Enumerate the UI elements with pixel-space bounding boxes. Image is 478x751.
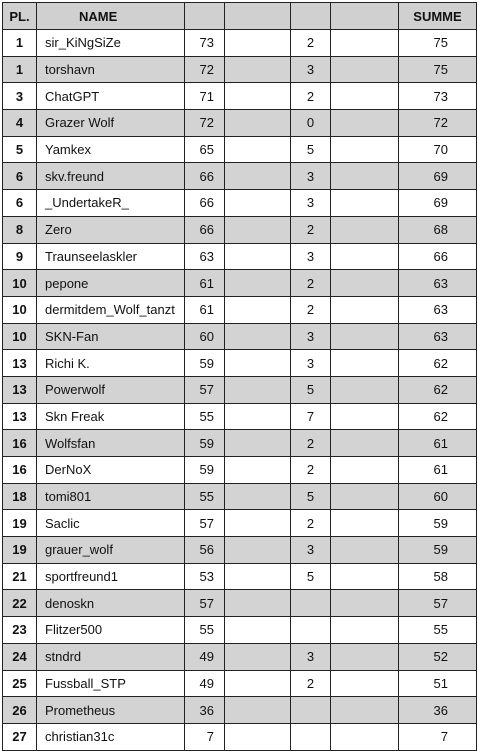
table-row — [3, 350, 477, 377]
empty-cell — [225, 350, 291, 377]
bonus-cell: 3 — [291, 323, 331, 350]
bonus-cell: 5 — [291, 483, 331, 510]
place-cell: 6 — [3, 190, 37, 217]
empty-cell — [331, 483, 399, 510]
table-row — [3, 643, 477, 670]
bonus-cell: 2 — [291, 296, 331, 323]
bonus-cell: 5 — [291, 376, 331, 403]
empty-cell — [225, 483, 291, 510]
header-row — [3, 3, 477, 30]
empty-cell — [331, 723, 399, 750]
place-cell: 6 — [3, 163, 37, 190]
sum-cell: 73 — [399, 83, 477, 110]
points-cell: 55 — [185, 617, 225, 644]
empty-cell — [225, 83, 291, 110]
bonus-cell — [291, 617, 331, 644]
empty-cell — [331, 163, 399, 190]
header-sum: SUMME — [399, 3, 477, 30]
sum-cell: 70 — [399, 136, 477, 163]
name-cell: torshavn — [37, 56, 185, 83]
header-name: NAME — [37, 3, 185, 30]
empty-cell — [331, 670, 399, 697]
sum-cell: 60 — [399, 483, 477, 510]
points-cell: 72 — [185, 110, 225, 137]
name-cell: ChatGPT — [37, 83, 185, 110]
bonus-cell: 3 — [291, 643, 331, 670]
place-cell: 22 — [3, 590, 37, 617]
table-row — [3, 190, 477, 217]
empty-cell — [331, 350, 399, 377]
empty-cell — [331, 457, 399, 484]
table-row — [3, 590, 477, 617]
place-cell: 10 — [3, 296, 37, 323]
bonus-cell: 2 — [291, 83, 331, 110]
empty-cell — [225, 617, 291, 644]
place-cell: 16 — [3, 430, 37, 457]
name-cell: Prometheus — [37, 697, 185, 724]
table-row — [3, 483, 477, 510]
place-cell: 13 — [3, 376, 37, 403]
empty-cell — [225, 590, 291, 617]
empty-cell — [331, 136, 399, 163]
bonus-cell: 2 — [291, 216, 331, 243]
name-cell: grauer_wolf — [37, 537, 185, 564]
empty-cell — [225, 136, 291, 163]
header-place: PL. — [3, 3, 37, 30]
name-cell: sir_KiNgSiZe — [37, 30, 185, 57]
name-cell: Skn Freak — [37, 403, 185, 430]
empty-cell — [225, 296, 291, 323]
bonus-cell — [291, 590, 331, 617]
sum-cell: 58 — [399, 563, 477, 590]
sum-cell: 51 — [399, 670, 477, 697]
name-cell: pepone — [37, 270, 185, 297]
place-cell: 1 — [3, 56, 37, 83]
ranking-table — [2, 2, 477, 751]
empty-cell — [331, 617, 399, 644]
empty-cell — [225, 457, 291, 484]
name-cell: DerNoX — [37, 457, 185, 484]
header-col4 — [225, 3, 291, 30]
empty-cell — [225, 643, 291, 670]
points-cell: 59 — [185, 457, 225, 484]
name-cell: stndrd — [37, 643, 185, 670]
header-col5 — [291, 3, 331, 30]
points-cell: 59 — [185, 350, 225, 377]
name-cell: Saclic — [37, 510, 185, 537]
empty-cell — [225, 376, 291, 403]
bonus-cell: 3 — [291, 163, 331, 190]
table-row — [3, 697, 477, 724]
empty-cell — [225, 670, 291, 697]
table-row — [3, 110, 477, 137]
table-row — [3, 163, 477, 190]
place-cell: 13 — [3, 350, 37, 377]
empty-cell — [225, 243, 291, 270]
points-cell: 57 — [185, 590, 225, 617]
sum-cell: 69 — [399, 163, 477, 190]
place-cell: 21 — [3, 563, 37, 590]
points-cell: 53 — [185, 563, 225, 590]
table-row — [3, 457, 477, 484]
table-row — [3, 376, 477, 403]
empty-cell — [225, 30, 291, 57]
header-col3 — [185, 3, 225, 30]
empty-cell — [225, 723, 291, 750]
empty-cell — [331, 83, 399, 110]
sum-cell: 61 — [399, 457, 477, 484]
place-cell: 13 — [3, 403, 37, 430]
empty-cell — [225, 56, 291, 83]
points-cell: 60 — [185, 323, 225, 350]
name-cell: Traunseelaskler — [37, 243, 185, 270]
bonus-cell: 2 — [291, 430, 331, 457]
name-cell: christian31c — [37, 723, 185, 750]
table-row — [3, 323, 477, 350]
place-cell: 3 — [3, 83, 37, 110]
name-cell: dermitdem_Wolf_tanzt — [37, 296, 185, 323]
name-cell: Wolfsfan — [37, 430, 185, 457]
points-cell: 66 — [185, 190, 225, 217]
bonus-cell: 3 — [291, 243, 331, 270]
bonus-cell: 2 — [291, 30, 331, 57]
sum-cell: 59 — [399, 537, 477, 564]
bonus-cell: 3 — [291, 190, 331, 217]
sum-cell: 75 — [399, 56, 477, 83]
table-row — [3, 243, 477, 270]
empty-cell — [331, 376, 399, 403]
points-cell: 57 — [185, 510, 225, 537]
empty-cell — [331, 190, 399, 217]
place-cell: 19 — [3, 537, 37, 564]
sum-cell: 72 — [399, 110, 477, 137]
sum-cell: 69 — [399, 190, 477, 217]
name-cell: sportfreund1 — [37, 563, 185, 590]
empty-cell — [331, 643, 399, 670]
sum-cell: 63 — [399, 323, 477, 350]
table-row — [3, 617, 477, 644]
points-cell: 61 — [185, 296, 225, 323]
header-col6 — [331, 3, 399, 30]
points-cell: 56 — [185, 537, 225, 564]
empty-cell — [331, 296, 399, 323]
sum-cell: 36 — [399, 697, 477, 724]
name-cell: Grazer Wolf — [37, 110, 185, 137]
bonus-cell: 5 — [291, 136, 331, 163]
points-cell: 57 — [185, 376, 225, 403]
points-cell: 55 — [185, 403, 225, 430]
empty-cell — [331, 56, 399, 83]
ranking-body — [3, 30, 477, 751]
points-cell: 61 — [185, 270, 225, 297]
bonus-cell: 2 — [291, 510, 331, 537]
points-cell: 49 — [185, 643, 225, 670]
table-row — [3, 56, 477, 83]
bonus-cell: 7 — [291, 403, 331, 430]
bonus-cell: 2 — [291, 670, 331, 697]
points-cell: 73 — [185, 30, 225, 57]
empty-cell — [331, 216, 399, 243]
sum-cell: 62 — [399, 403, 477, 430]
sum-cell: 75 — [399, 30, 477, 57]
table-row — [3, 510, 477, 537]
place-cell: 4 — [3, 110, 37, 137]
points-cell: 55 — [185, 483, 225, 510]
empty-cell — [331, 243, 399, 270]
bonus-cell: 2 — [291, 457, 331, 484]
table-row — [3, 270, 477, 297]
bonus-cell: 2 — [291, 270, 331, 297]
sum-cell: 68 — [399, 216, 477, 243]
sum-cell: 66 — [399, 243, 477, 270]
name-cell: Fussball_STP — [37, 670, 185, 697]
points-cell: 66 — [185, 216, 225, 243]
sum-cell: 62 — [399, 350, 477, 377]
name-cell: Zero — [37, 216, 185, 243]
points-cell: 65 — [185, 136, 225, 163]
place-cell: 25 — [3, 670, 37, 697]
name-cell: tomi801 — [37, 483, 185, 510]
place-cell: 18 — [3, 483, 37, 510]
empty-cell — [225, 563, 291, 590]
empty-cell — [331, 697, 399, 724]
empty-cell — [225, 216, 291, 243]
empty-cell — [225, 190, 291, 217]
place-cell: 24 — [3, 643, 37, 670]
table-row — [3, 30, 477, 57]
sum-cell: 63 — [399, 296, 477, 323]
sum-cell: 59 — [399, 510, 477, 537]
table-row — [3, 537, 477, 564]
place-cell: 19 — [3, 510, 37, 537]
points-cell: 71 — [185, 83, 225, 110]
table-row — [3, 430, 477, 457]
name-cell: Yamkex — [37, 136, 185, 163]
sum-cell: 63 — [399, 270, 477, 297]
sum-cell: 57 — [399, 590, 477, 617]
name-cell: Powerwolf — [37, 376, 185, 403]
place-cell: 10 — [3, 323, 37, 350]
empty-cell — [331, 403, 399, 430]
points-cell: 7 — [185, 723, 225, 750]
points-cell: 49 — [185, 670, 225, 697]
name-cell: SKN-Fan — [37, 323, 185, 350]
name-cell: denoskn — [37, 590, 185, 617]
place-cell: 16 — [3, 457, 37, 484]
empty-cell — [331, 563, 399, 590]
table-row — [3, 296, 477, 323]
place-cell: 1 — [3, 30, 37, 57]
points-cell: 59 — [185, 430, 225, 457]
place-cell: 8 — [3, 216, 37, 243]
bonus-cell: 3 — [291, 350, 331, 377]
empty-cell — [225, 403, 291, 430]
table-row — [3, 670, 477, 697]
bonus-cell: 3 — [291, 56, 331, 83]
empty-cell — [225, 510, 291, 537]
name-cell: Flitzer500 — [37, 617, 185, 644]
bonus-cell: 5 — [291, 563, 331, 590]
bonus-cell: 3 — [291, 537, 331, 564]
sum-cell: 61 — [399, 430, 477, 457]
place-cell: 5 — [3, 136, 37, 163]
empty-cell — [225, 430, 291, 457]
empty-cell — [225, 270, 291, 297]
table-row — [3, 723, 477, 750]
sum-cell: 7 — [399, 723, 477, 750]
empty-cell — [331, 537, 399, 564]
empty-cell — [331, 270, 399, 297]
table-row — [3, 563, 477, 590]
empty-cell — [331, 590, 399, 617]
empty-cell — [331, 110, 399, 137]
table-row — [3, 83, 477, 110]
place-cell: 10 — [3, 270, 37, 297]
points-cell: 66 — [185, 163, 225, 190]
empty-cell — [331, 510, 399, 537]
place-cell: 26 — [3, 697, 37, 724]
empty-cell — [225, 163, 291, 190]
table-row — [3, 403, 477, 430]
name-cell: Richi K. — [37, 350, 185, 377]
empty-cell — [225, 537, 291, 564]
empty-cell — [225, 697, 291, 724]
points-cell: 63 — [185, 243, 225, 270]
bonus-cell — [291, 723, 331, 750]
empty-cell — [225, 323, 291, 350]
bonus-cell: 0 — [291, 110, 331, 137]
points-cell: 36 — [185, 697, 225, 724]
sum-cell: 55 — [399, 617, 477, 644]
place-cell: 9 — [3, 243, 37, 270]
sum-cell: 62 — [399, 376, 477, 403]
points-cell: 72 — [185, 56, 225, 83]
name-cell: skv.freund — [37, 163, 185, 190]
empty-cell — [331, 30, 399, 57]
empty-cell — [331, 323, 399, 350]
table-row — [3, 136, 477, 163]
empty-cell — [331, 430, 399, 457]
sum-cell: 52 — [399, 643, 477, 670]
bonus-cell — [291, 697, 331, 724]
place-cell: 23 — [3, 617, 37, 644]
empty-cell — [225, 110, 291, 137]
name-cell: _UndertakeR_ — [37, 190, 185, 217]
place-cell: 27 — [3, 723, 37, 750]
table-row — [3, 216, 477, 243]
